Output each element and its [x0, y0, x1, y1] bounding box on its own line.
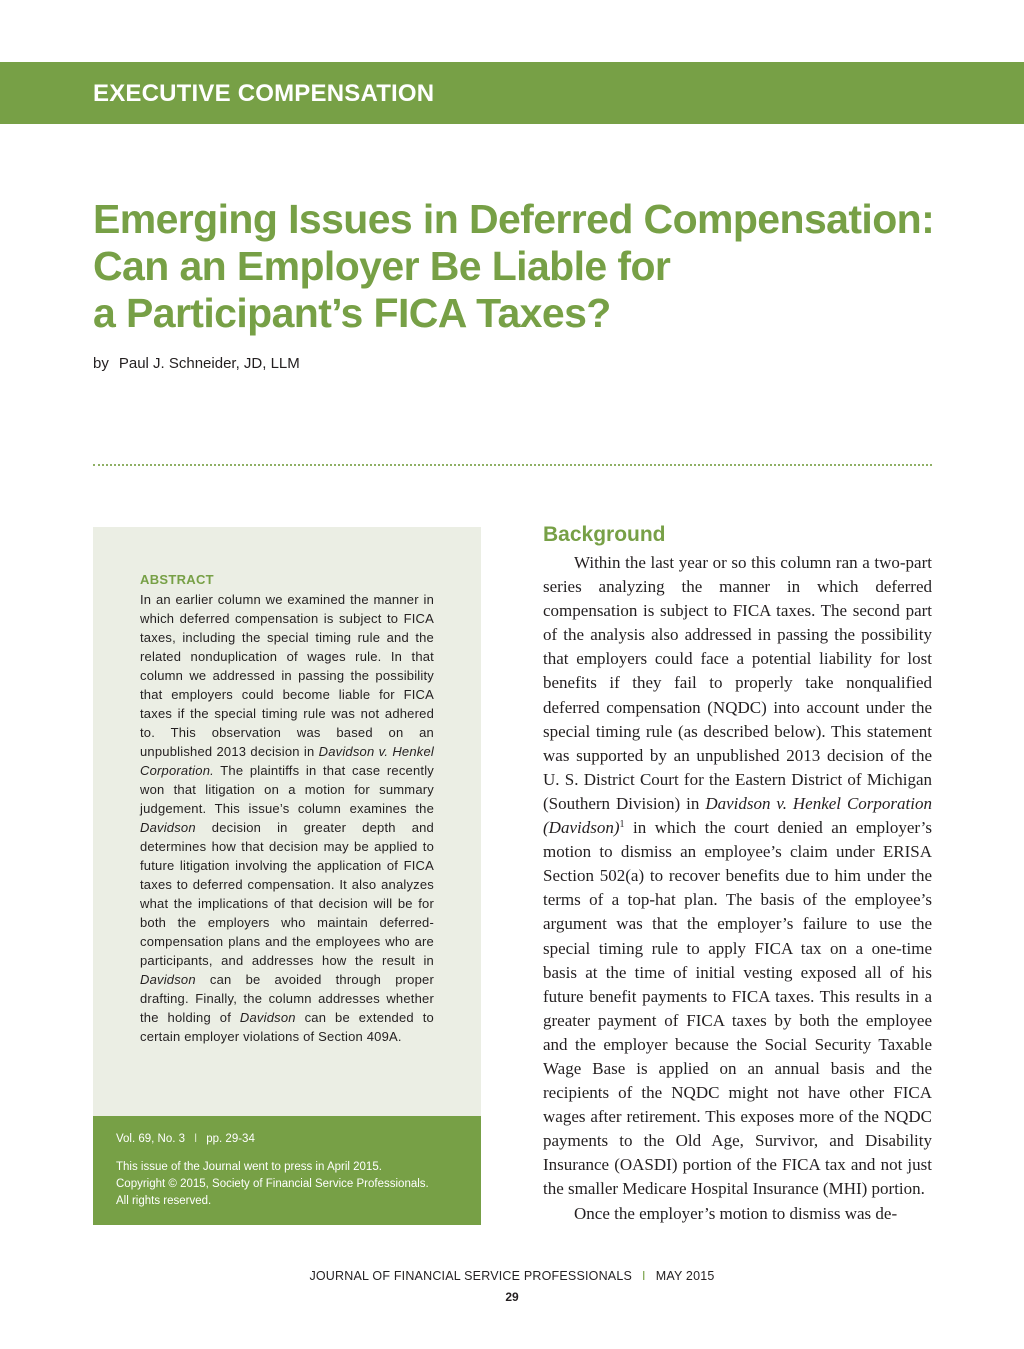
journal-name: JOURNAL OF FINANCIAL SERVICE PROFESSIONALS	[309, 1269, 633, 1283]
abstract-text-part: The plaintiffs in that case recently won that litigation on a motion for summary judgement. This issue’s column examines the	[140, 763, 434, 816]
abstract-text-part: can be avoided through proper drafting. Finally, the column addresses whether the holding of	[140, 972, 434, 1025]
press-info	[116, 1159, 476, 1210]
background-heading: Background	[543, 523, 666, 546]
byline	[93, 355, 300, 372]
article-title	[93, 196, 973, 337]
volume-info	[116, 1133, 255, 1145]
abstract-case-ref: Davidson	[140, 820, 196, 835]
byline-prefix: by	[93, 355, 109, 372]
section-label: EXECUTIVE COMPENSATION	[93, 80, 435, 107]
volume-number: Vol. 69, No. 3	[116, 1133, 186, 1145]
abstract-heading: ABSTRACT	[140, 572, 214, 587]
abstract-text-part: In an earlier column we examined the manner in which deferred compensation is subject to FICA taxes, including the special timing rule and the related nonduplication of wages rule. In that column we addressed in passing the possibility that employers could become liable for FICA taxes if the special timing rule was not adhered to. This observation was based on an unpublished 2013 decision in	[140, 592, 434, 759]
footer-journal-line	[0, 1269, 1024, 1283]
paragraph: Once the employer’s motion to dismiss was de-	[574, 1203, 898, 1223]
background-body	[543, 551, 932, 1226]
dotted-divider	[93, 464, 932, 466]
case-citation: Davidson v. Henkel Corporation (Davidson)	[543, 793, 932, 838]
volume-separator: I	[194, 1133, 198, 1145]
abstract-text-part: decision in greater depth and determines how that decision may be applied to future litigation involving the application of FICA taxes to deferred compensation. It also analyzes what the implications of that decision will be for both the employers who maintain deferred-compensation plans and the employees who are participants, and addresses how the result in	[140, 820, 434, 968]
paragraph-text: Within the last year or so this column ran a two-part series analyzing the manner in which deferred compensation is subject to FICA taxes. The second part of the analysis also addressed in passing the possibility that employers could face a potential liability for lost benefits if they fail to properly take nonqualified deferred compensation (NQDC) into account under the special timing rule (as described below). This statement was supported by an unpublished 2013 decision of the U. S. District Court for the Eastern District of Michigan (Southern Division) in	[543, 553, 932, 813]
paragraph-text: in which the court denied an employer’s motion to dismiss an employee’s claim under ERISA Section 502(a) to recover benefits due to him under the terms of a top-hat plan. The basis of the employee’s argument was that the employer’s failure to use the special timing rule to apply FICA tax on a one-time basis at the time of initial vesting exposed all of his future benefit payments to FICA taxes. This results in a greater payment of FICA taxes by both the employee and the employer because the Social Security Taxable Wage Base is applied on an annual basis and the recipients of the NQDC might not have other FICA wages after retirement. This exposes more of the NQDC payments to the Old Age, Survivor, and Disability Insurance (OASDI) portion of the FICA tax and not just the smaller Medicare Hospital Insurance (MHI) portion.	[543, 818, 932, 1199]
abstract-case-ref: Davidson	[239, 1010, 296, 1025]
press-note: This issue of the Journal went to press in April 2015.	[116, 1161, 382, 1173]
abstract-case-ref: Davidson	[140, 972, 196, 987]
author-name: Paul J. Schneider, JD, LLM	[118, 355, 300, 372]
page-number: 29	[505, 1290, 519, 1304]
abstract-case-name: Davidson v. Henkel Corporation.	[140, 744, 434, 778]
rights-notice: All rights reserved.	[116, 1195, 212, 1207]
title-line-1: Emerging Issues in Deferred Compensation:	[93, 196, 935, 242]
page-range: pp. 29-34	[206, 1133, 255, 1145]
copyright-notice: Copyright © 2015, Society of Financial Service Professionals.	[116, 1178, 429, 1190]
title-line-3: a Participant’s FICA Taxes?	[93, 290, 611, 336]
abstract-text	[140, 590, 434, 1046]
title-line-2: Can an Employer Be Liable for	[93, 243, 671, 289]
paragraph	[543, 551, 932, 1202]
issue-date: MAY 2015	[655, 1269, 715, 1283]
footer-separator: I	[642, 1269, 646, 1283]
abstract-text-part: can be extended to certain employer violations of Section 409A.	[140, 1010, 434, 1044]
footnote-marker[interactable]: 1	[619, 819, 625, 831]
